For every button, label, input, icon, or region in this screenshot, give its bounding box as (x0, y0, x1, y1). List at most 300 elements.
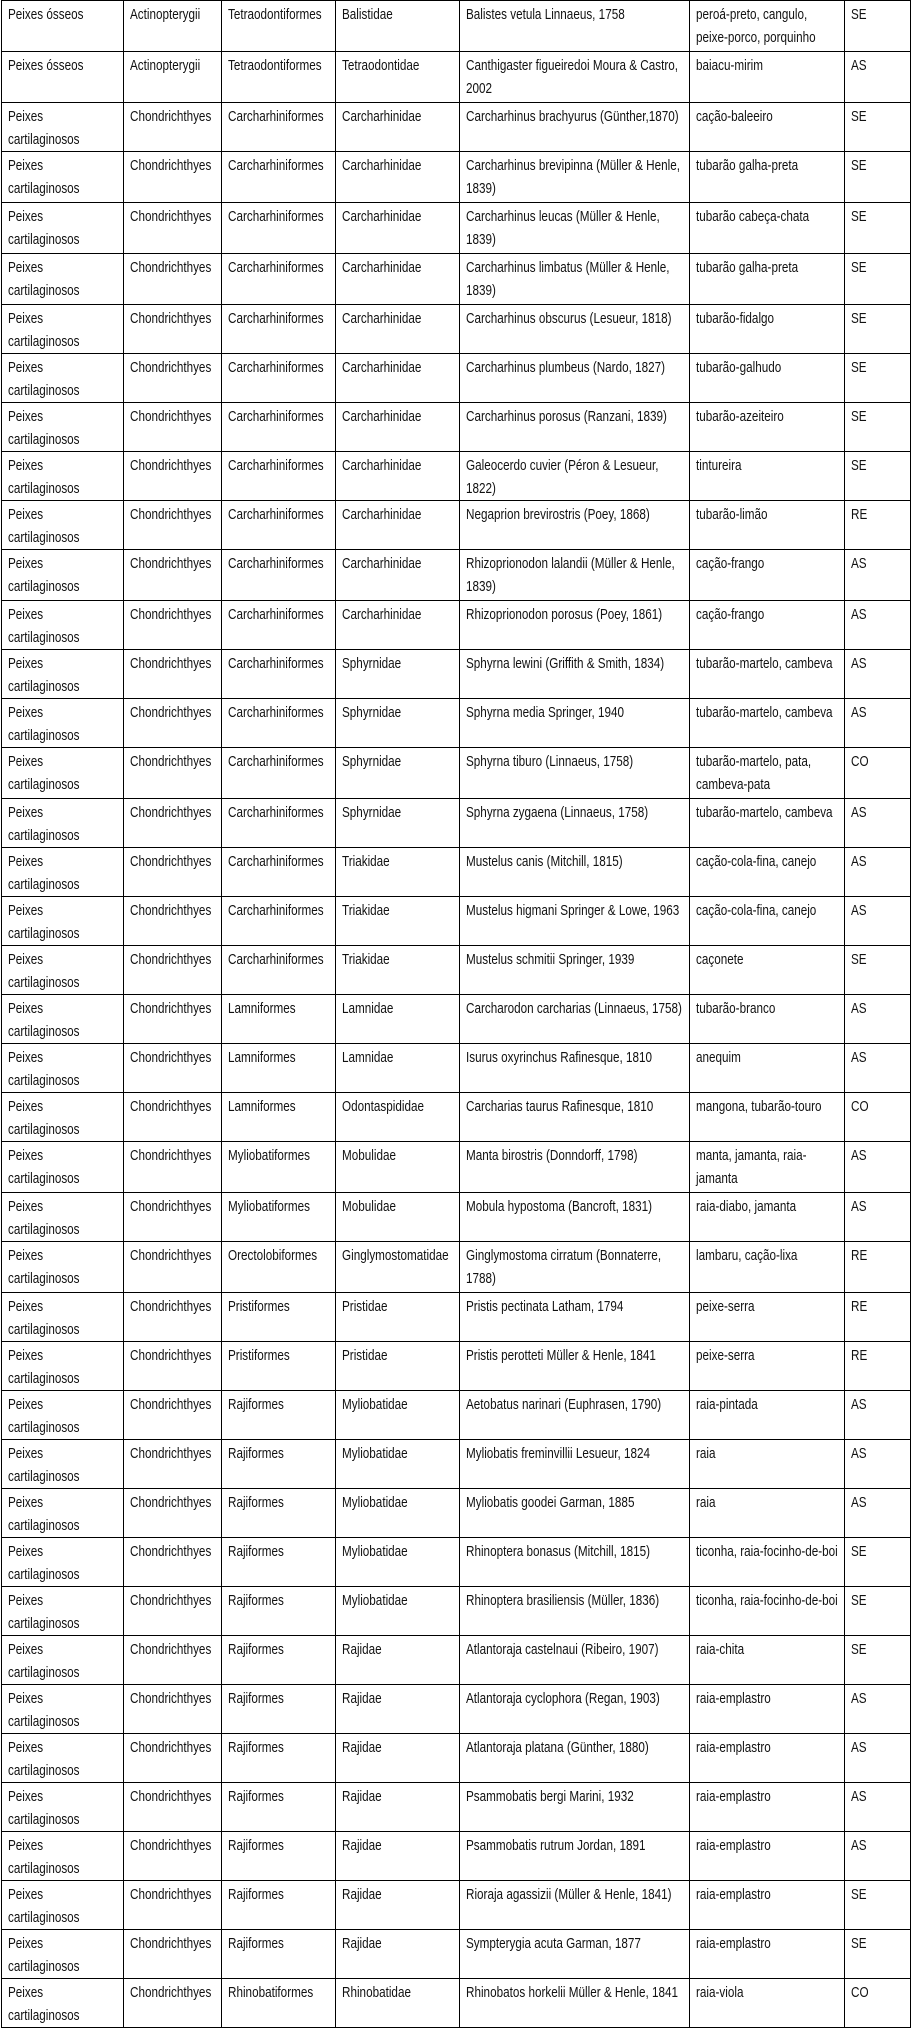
group-cell (2, 1093, 124, 1142)
order-cell (222, 1242, 336, 1293)
order-cell (222, 1193, 336, 1242)
family-cell (336, 1587, 460, 1636)
group-cell (2, 946, 124, 995)
status-cell (845, 1142, 911, 1193)
status-text: AS (851, 1690, 867, 1707)
group-text: Peixes cartilaginosos (8, 1543, 80, 1583)
group-text: Peixes cartilaginosos (8, 655, 80, 695)
order-text: Carcharhiniformes (228, 902, 324, 919)
species-cell (460, 1538, 690, 1587)
group-text: Peixes cartilaginosos (8, 753, 80, 793)
common-name-text: lambaru, cação-lixa (696, 1247, 798, 1264)
class-cell (124, 1538, 222, 1587)
order-text: Rajiformes (228, 1543, 284, 1560)
group-cell (2, 1734, 124, 1783)
family-cell (336, 1193, 460, 1242)
order-text: Carcharhiniformes (228, 259, 324, 276)
species-cell (460, 1685, 690, 1734)
group-text: Peixes cartilaginosos (8, 359, 80, 399)
status-text: SE (851, 259, 867, 276)
family-cell (336, 848, 460, 897)
class-cell (124, 1342, 222, 1391)
family-cell (336, 946, 460, 995)
table-row (2, 1193, 911, 1242)
class-text: Chondrichthyes (130, 359, 212, 376)
status-text: AS (851, 853, 867, 870)
status-text: CO (851, 1098, 869, 1115)
species-cell (460, 452, 690, 501)
group-text: Peixes cartilaginosos (8, 457, 80, 497)
class-text: Chondrichthyes (130, 1984, 212, 2001)
table-row (2, 1489, 911, 1538)
class-cell (124, 203, 222, 254)
group-cell (2, 501, 124, 550)
family-cell (336, 748, 460, 799)
species-text: Mustelus schmitii Springer, 1939 (466, 951, 635, 968)
class-cell (124, 550, 222, 601)
order-text: Carcharhiniformes (228, 359, 324, 376)
common-name-text: tubarão-limão (696, 506, 768, 523)
group-cell (2, 403, 124, 452)
class-cell (124, 52, 222, 103)
status-text: CO (851, 1984, 869, 2001)
class-cell (124, 995, 222, 1044)
status-text: RE (851, 1298, 868, 1315)
family-text: Carcharhinidae (342, 310, 422, 327)
family-text: Triakidae (342, 853, 390, 870)
species-text: Carcharias taurus Rafinesque, 1810 (466, 1098, 654, 1115)
class-text: Chondrichthyes (130, 506, 212, 523)
order-text: Carcharhiniformes (228, 408, 324, 425)
family-text: Rajidae (342, 1935, 382, 1952)
species-cell (460, 699, 690, 748)
group-cell (2, 354, 124, 403)
group-text: Peixes cartilaginosos (8, 606, 80, 646)
family-text: Carcharhinidae (342, 408, 422, 425)
order-cell (222, 1293, 336, 1342)
status-cell (845, 254, 911, 305)
group-cell (2, 1979, 124, 2028)
order-text: Tetraodontiformes (228, 6, 322, 23)
table-row (2, 1832, 911, 1881)
family-text: Carcharhinidae (342, 208, 422, 225)
class-text: Chondrichthyes (130, 951, 212, 968)
common-name-cell (690, 650, 845, 699)
table-row (2, 550, 911, 601)
family-text: Myliobatidae (342, 1396, 408, 1413)
species-cell (460, 897, 690, 946)
order-text: Rajiformes (228, 1739, 284, 1756)
order-cell (222, 1391, 336, 1440)
order-cell (222, 1489, 336, 1538)
species-text: Balistes vetula Linnaeus, 1758 (466, 6, 625, 23)
family-text: Tetraodontidae (342, 57, 420, 74)
group-text: Peixes cartilaginosos (8, 408, 80, 448)
order-text: Rajiformes (228, 1886, 284, 1903)
family-text: Lamnidae (342, 1000, 394, 1017)
common-name-text: peroá-preto, cangulo, peixe-porco, porquinho (696, 6, 816, 46)
table-row (2, 1685, 911, 1734)
order-cell (222, 1734, 336, 1783)
class-cell (124, 1142, 222, 1193)
order-cell (222, 946, 336, 995)
common-name-cell (690, 403, 845, 452)
common-name-text: tubarão galha-preta (696, 259, 799, 276)
common-name-cell (690, 1538, 845, 1587)
group-text: Peixes ósseos (8, 6, 84, 23)
group-text: Peixes cartilaginosos (8, 1049, 80, 1089)
common-name-text: raia-pintada (696, 1396, 758, 1413)
family-text: Carcharhinidae (342, 457, 422, 474)
family-cell (336, 699, 460, 748)
common-name-text: ticonha, raia-focinho-de-boi (696, 1543, 838, 1560)
group-cell (2, 1636, 124, 1685)
family-cell (336, 1142, 460, 1193)
species-cell (460, 501, 690, 550)
class-cell (124, 501, 222, 550)
species-text: Carcharhinus obscurus (Lesueur, 1818) (466, 310, 672, 327)
family-text: Odontaspididae (342, 1098, 424, 1115)
common-name-text: raia-emplastro (696, 1837, 771, 1854)
common-name-cell (690, 1783, 845, 1832)
class-text: Chondrichthyes (130, 655, 212, 672)
family-cell (336, 995, 460, 1044)
species-text: Manta birostris (Donndorff, 1798) (466, 1147, 638, 1164)
status-cell (845, 699, 911, 748)
group-cell (2, 103, 124, 152)
group-cell (2, 699, 124, 748)
table-row (2, 354, 911, 403)
class-text: Chondrichthyes (130, 1739, 212, 1756)
group-text: Peixes cartilaginosos (8, 1098, 80, 1138)
group-cell (2, 1440, 124, 1489)
family-text: Rhinobatidae (342, 1984, 411, 2001)
order-text: Carcharhiniformes (228, 457, 324, 474)
status-text: SE (851, 951, 867, 968)
group-cell (2, 1783, 124, 1832)
family-cell (336, 1093, 460, 1142)
species-text: Canthigaster figueiredoi Moura & Castro, 2002 (466, 57, 679, 97)
species-cell (460, 1440, 690, 1489)
order-cell (222, 1881, 336, 1930)
order-text: Rajiformes (228, 1788, 284, 1805)
status-text: AS (851, 57, 867, 74)
family-cell (336, 550, 460, 601)
species-cell (460, 403, 690, 452)
table-row (2, 946, 911, 995)
group-text: Peixes cartilaginosos (8, 1641, 80, 1681)
status-text: SE (851, 1592, 867, 1609)
species-text: Rioraja agassizii (Müller & Henle, 1841) (466, 1886, 672, 1903)
family-text: Sphyrnidae (342, 704, 402, 721)
order-cell (222, 1142, 336, 1193)
order-text: Pristiformes (228, 1347, 290, 1364)
common-name-cell (690, 1734, 845, 1783)
group-text: Peixes cartilaginosos (8, 108, 80, 148)
status-cell (845, 601, 911, 650)
table-row (2, 1242, 911, 1293)
group-text: Peixes cartilaginosos (8, 704, 80, 744)
common-name-cell (690, 305, 845, 354)
table-row (2, 1044, 911, 1093)
species-text: Psammobatis bergi Marini, 1932 (466, 1788, 634, 1805)
group-text: Peixes cartilaginosos (8, 1247, 80, 1287)
group-text: Peixes cartilaginosos (8, 902, 80, 942)
species-cell (460, 203, 690, 254)
class-text: Chondrichthyes (130, 457, 212, 474)
common-name-text: tubarão-martelo, cambeva (696, 804, 833, 821)
species-cell (460, 1093, 690, 1142)
species-text: Pristis pectinata Latham, 1794 (466, 1298, 624, 1315)
common-name-cell (690, 1930, 845, 1979)
group-text: Peixes cartilaginosos (8, 506, 80, 546)
species-text: Galeocerdo cuvier (Péron & Lesueur, 1822) (466, 457, 659, 497)
order-text: Pristiformes (228, 1298, 290, 1315)
common-name-text: tubarão-martelo, pata, cambeva-pata (696, 753, 812, 793)
table-row (2, 1538, 911, 1587)
common-name-cell (690, 254, 845, 305)
common-name-text: tubarão-galhudo (696, 359, 782, 376)
common-name-cell (690, 1979, 845, 2028)
class-text: Chondrichthyes (130, 1592, 212, 1609)
family-text: Mobulidae (342, 1198, 396, 1215)
table-row (2, 1, 911, 52)
group-text: Peixes cartilaginosos (8, 1494, 80, 1534)
group-cell (2, 1044, 124, 1093)
status-cell (845, 1685, 911, 1734)
species-text: Carcharhinus plumbeus (Nardo, 1827) (466, 359, 666, 376)
common-name-cell (690, 1832, 845, 1881)
species-cell (460, 1, 690, 52)
common-name-text: tubarão-fidalgo (696, 310, 775, 327)
status-cell (845, 203, 911, 254)
table-row (2, 1587, 911, 1636)
common-name-text: tubarão-martelo, cambeva (696, 704, 833, 721)
group-text: Peixes cartilaginosos (8, 310, 80, 350)
family-text: Carcharhinidae (342, 259, 422, 276)
species-text: Myliobatis freminvillii Lesueur, 1824 (466, 1445, 651, 1462)
group-cell (2, 1193, 124, 1242)
table-row (2, 152, 911, 203)
family-cell (336, 1881, 460, 1930)
class-text: Chondrichthyes (130, 753, 212, 770)
family-text: Carcharhinidae (342, 157, 422, 174)
common-name-text: mangona, tubarão-touro (696, 1098, 822, 1115)
status-text: RE (851, 1347, 868, 1364)
status-cell (845, 946, 911, 995)
family-text: Pristidae (342, 1347, 388, 1364)
common-name-text: tubarão-azeiteiro (696, 408, 784, 425)
species-cell (460, 1930, 690, 1979)
status-text: AS (851, 1198, 867, 1215)
family-cell (336, 601, 460, 650)
order-cell (222, 1, 336, 52)
class-cell (124, 1685, 222, 1734)
status-text: SE (851, 457, 867, 474)
order-cell (222, 1440, 336, 1489)
status-cell (845, 403, 911, 452)
table-row (2, 403, 911, 452)
status-text: SE (851, 1935, 867, 1952)
status-cell (845, 897, 911, 946)
table-row (2, 452, 911, 501)
class-text: Chondrichthyes (130, 1445, 212, 1462)
family-cell (336, 501, 460, 550)
status-cell (845, 103, 911, 152)
status-cell (845, 52, 911, 103)
class-cell (124, 452, 222, 501)
common-name-text: raia-emplastro (696, 1690, 771, 1707)
status-cell (845, 152, 911, 203)
order-cell (222, 501, 336, 550)
order-text: Carcharhiniformes (228, 555, 324, 572)
common-name-cell (690, 152, 845, 203)
class-cell (124, 848, 222, 897)
group-cell (2, 1242, 124, 1293)
table-row (2, 848, 911, 897)
class-text: Chondrichthyes (130, 1641, 212, 1658)
species-text: Psammobatis rutrum Jordan, 1891 (466, 1837, 646, 1854)
common-name-cell (690, 946, 845, 995)
status-cell (845, 748, 911, 799)
common-name-cell (690, 103, 845, 152)
family-cell (336, 1242, 460, 1293)
common-name-text: anequim (696, 1049, 741, 1066)
family-cell (336, 1832, 460, 1881)
species-text: Rhizoprionodon lalandii (Müller & Henle, 1839) (466, 555, 675, 595)
status-text: AS (851, 1396, 867, 1413)
class-text: Chondrichthyes (130, 1000, 212, 1017)
class-cell (124, 1391, 222, 1440)
common-name-text: cação-frango (696, 606, 765, 623)
status-text: AS (851, 1837, 867, 1854)
group-cell (2, 1, 124, 52)
status-text: SE (851, 1886, 867, 1903)
class-cell (124, 1489, 222, 1538)
class-text: Chondrichthyes (130, 259, 212, 276)
table-row (2, 501, 911, 550)
status-cell (845, 1489, 911, 1538)
family-text: Carcharhinidae (342, 506, 422, 523)
common-name-text: tubarão-martelo, cambeva (696, 655, 833, 672)
family-cell (336, 52, 460, 103)
common-name-text: tintureira (696, 457, 742, 474)
class-text: Chondrichthyes (130, 555, 212, 572)
family-cell (336, 1342, 460, 1391)
species-cell (460, 946, 690, 995)
species-text: Sphyrna lewini (Griffith & Smith, 1834) (466, 655, 665, 672)
status-cell (845, 1881, 911, 1930)
group-text: Peixes cartilaginosos (8, 853, 80, 893)
group-cell (2, 1293, 124, 1342)
common-name-cell (690, 452, 845, 501)
order-cell (222, 203, 336, 254)
order-cell (222, 1044, 336, 1093)
class-cell (124, 1242, 222, 1293)
table-row (2, 699, 911, 748)
order-text: Lamniformes (228, 1049, 296, 1066)
family-cell (336, 403, 460, 452)
order-text: Rajiformes (228, 1396, 284, 1413)
family-text: Rajidae (342, 1690, 382, 1707)
order-cell (222, 799, 336, 848)
order-text: Rhinobatiformes (228, 1984, 314, 2001)
order-cell (222, 152, 336, 203)
family-cell (336, 1293, 460, 1342)
table-row (2, 1979, 911, 2028)
family-text: Lamnidae (342, 1049, 394, 1066)
class-text: Chondrichthyes (130, 310, 212, 327)
family-text: Mobulidae (342, 1147, 396, 1164)
order-text: Carcharhiniformes (228, 506, 324, 523)
common-name-cell (690, 995, 845, 1044)
order-text: Rajiformes (228, 1641, 284, 1658)
status-text: SE (851, 6, 867, 23)
order-cell (222, 699, 336, 748)
species-cell (460, 1832, 690, 1881)
status-cell (845, 848, 911, 897)
family-cell (336, 1685, 460, 1734)
species-text: Carcharhinus brachyurus (Günther,1870) (466, 108, 679, 125)
status-text: AS (851, 1739, 867, 1756)
family-text: Rajidae (342, 1886, 382, 1903)
species-text: Mustelus canis (Mitchill, 1815) (466, 853, 623, 870)
status-cell (845, 1242, 911, 1293)
status-text: SE (851, 359, 867, 376)
common-name-cell (690, 1391, 845, 1440)
species-cell (460, 1979, 690, 2028)
family-text: Carcharhinidae (342, 359, 422, 376)
status-cell (845, 452, 911, 501)
common-name-text: raia (696, 1445, 716, 1462)
status-text: SE (851, 408, 867, 425)
table-row (2, 203, 911, 254)
order-text: Carcharhiniformes (228, 655, 324, 672)
family-cell (336, 1044, 460, 1093)
species-cell (460, 1734, 690, 1783)
group-text: Peixes cartilaginosos (8, 1592, 80, 1632)
common-name-text: cação-frango (696, 555, 765, 572)
group-cell (2, 1391, 124, 1440)
class-cell (124, 1881, 222, 1930)
class-text: Chondrichthyes (130, 902, 212, 919)
common-name-text: cação-cola-fina, canejo (696, 853, 817, 870)
table-row (2, 748, 911, 799)
species-table-body (2, 1, 911, 2028)
common-name-text: baiacu-mirim (696, 57, 763, 74)
species-cell (460, 995, 690, 1044)
status-text: CO (851, 753, 869, 770)
order-cell (222, 995, 336, 1044)
family-text: Rajidae (342, 1641, 382, 1658)
order-text: Myliobatiformes (228, 1147, 310, 1164)
common-name-text: peixe-serra (696, 1298, 755, 1315)
class-text: Chondrichthyes (130, 1543, 212, 1560)
common-name-cell (690, 1685, 845, 1734)
table-row (2, 52, 911, 103)
species-text: Carcharodon carcharias (Linnaeus, 1758) (466, 1000, 682, 1017)
family-cell (336, 650, 460, 699)
species-cell (460, 848, 690, 897)
family-text: Myliobatidae (342, 1494, 408, 1511)
species-text: Carcharhinus leucas (Müller & Henle, 1839) (466, 208, 660, 248)
status-text: AS (851, 1788, 867, 1805)
class-text: Chondrichthyes (130, 1837, 212, 1854)
common-name-cell (690, 1093, 845, 1142)
class-cell (124, 152, 222, 203)
group-text: Peixes cartilaginosos (8, 1347, 80, 1387)
group-cell (2, 995, 124, 1044)
